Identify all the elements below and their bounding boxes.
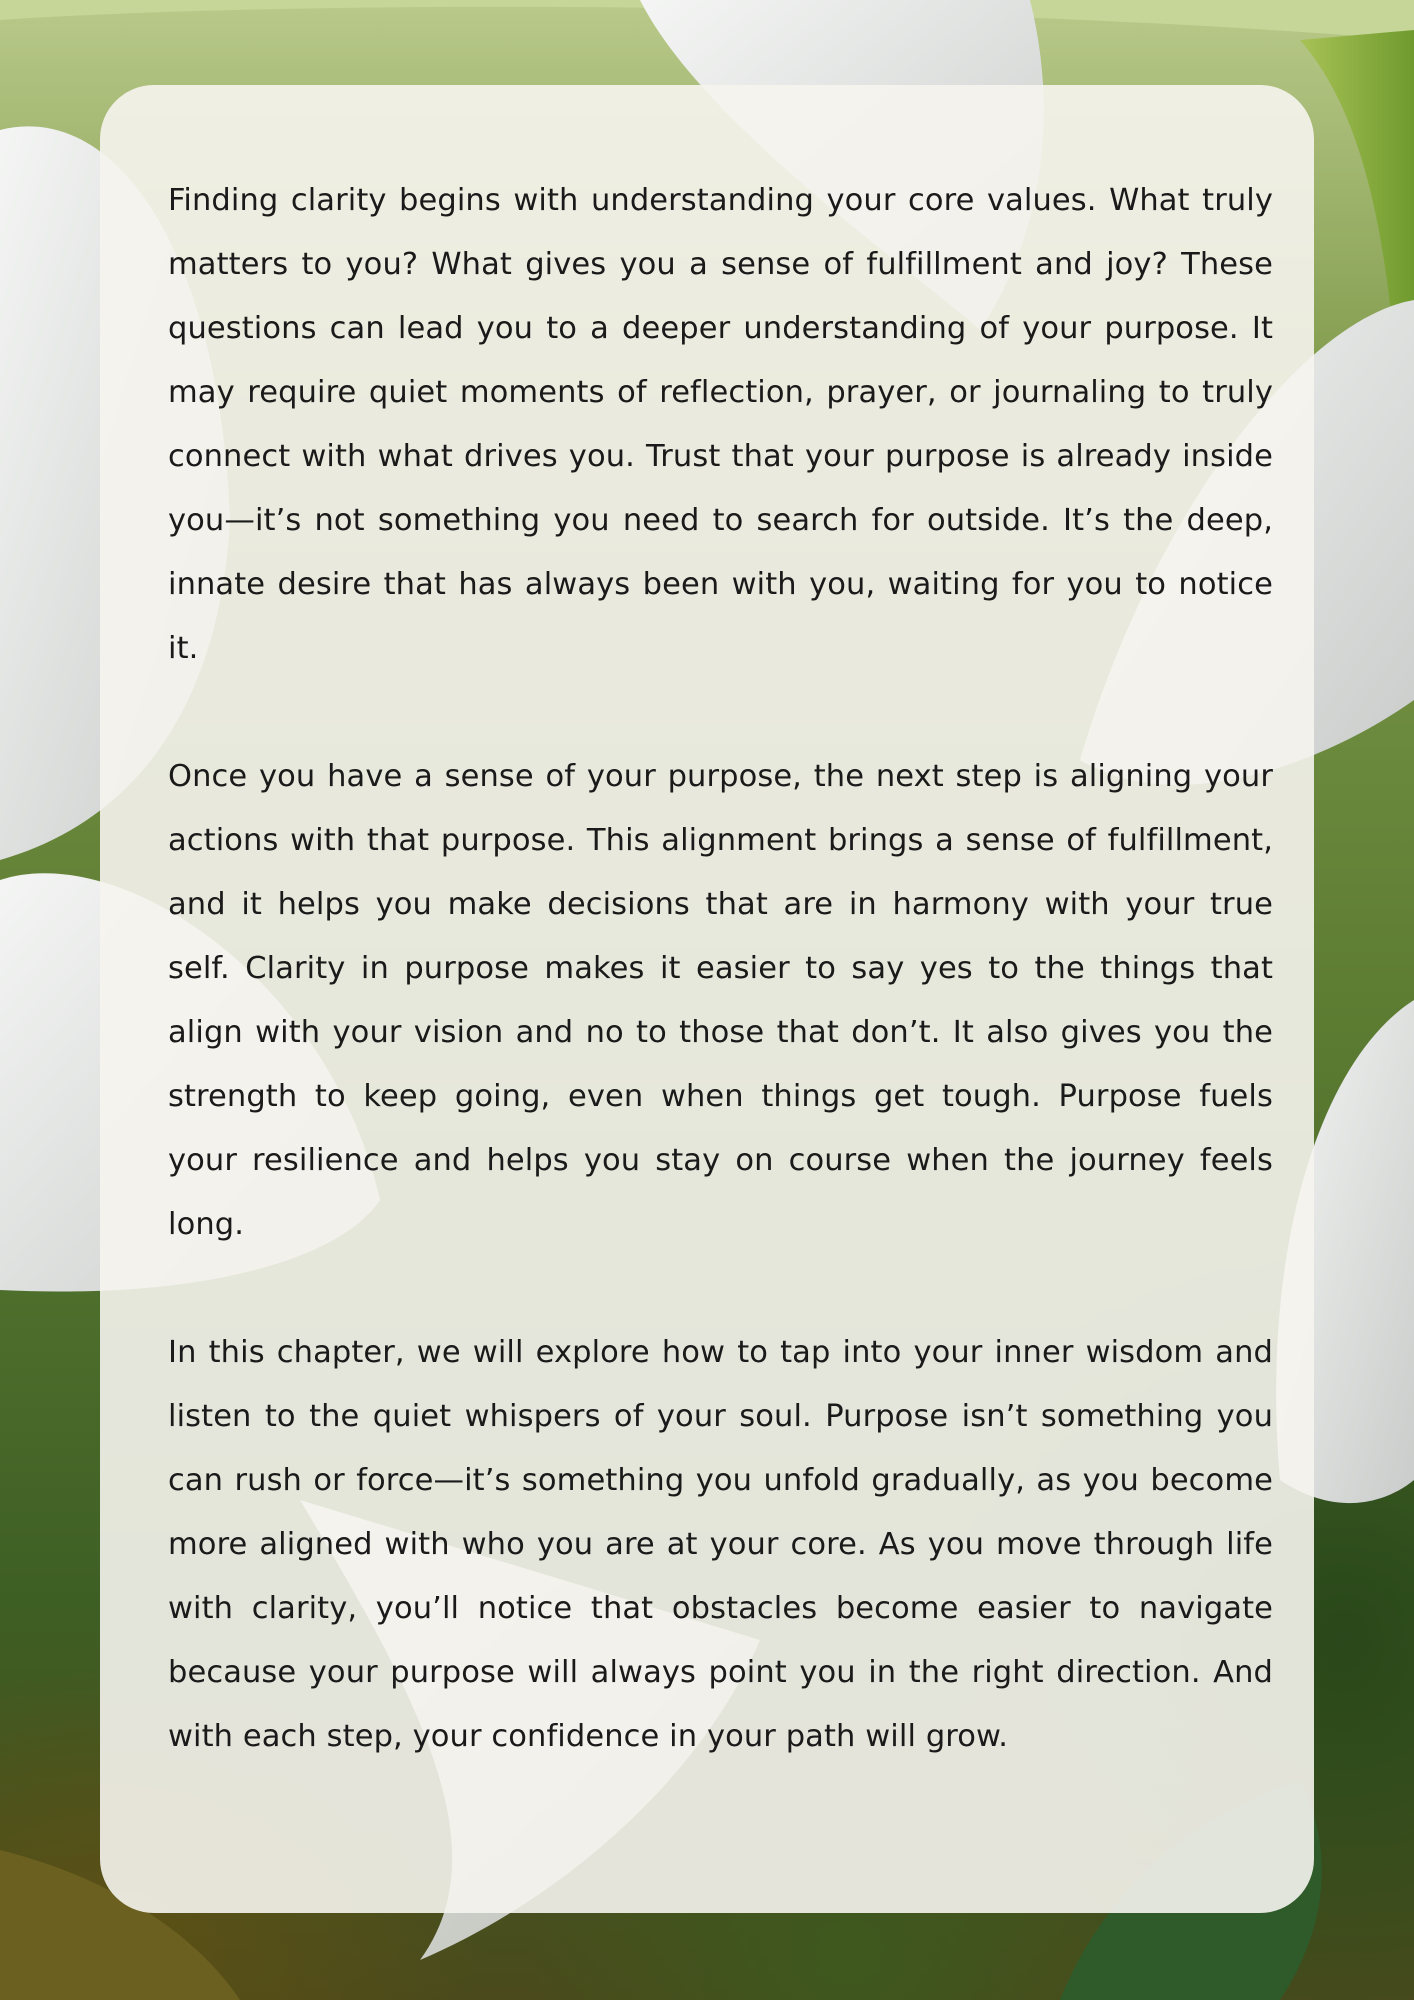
- paragraph-2: Once you have a sense of your purpose, the next step is aligning your actions with that purpose. This alignment brings a sense of fulfillment, and it helps you make decisions that are in harmony with your true self. Clarity in purpose makes it easier to say yes to the things that align with your vision and no to those that don’t. It also gives you the strength to keep going, even when things get tough. Purpose fuels your resilience and helps you stay on course when the journey feels long.: [168, 759, 1273, 1242]
- paragraph-3: In this chapter, we will explore how to tap into your inner wisdom and listen to the quiet whispers of your soul. Purpose isn’t something you can rush or force—it’s something you unfold gradually, as you become more aligned with who you are at your core. As you move through life with clarity, you’ll notice that obstacles become easier to navigate because your purpose will always point you in the right direction. And with each step, your confidence in your path will grow.: [168, 1335, 1273, 1754]
- text-panel: [100, 85, 1314, 1913]
- paragraph-1: Finding clarity begins with understanding your core values. What truly matters to you? What gives you a sense of fulfillment and joy? These questions can lead you to a deeper understanding of your purpose. It may require quiet moments of reflection, prayer, or journaling to truly connect with what drives you. Trust that your purpose is already inside you—it’s not something you need to search for outside. It’s the deep, innate desire that has always been with you, waiting for you to notice it.: [168, 183, 1273, 666]
